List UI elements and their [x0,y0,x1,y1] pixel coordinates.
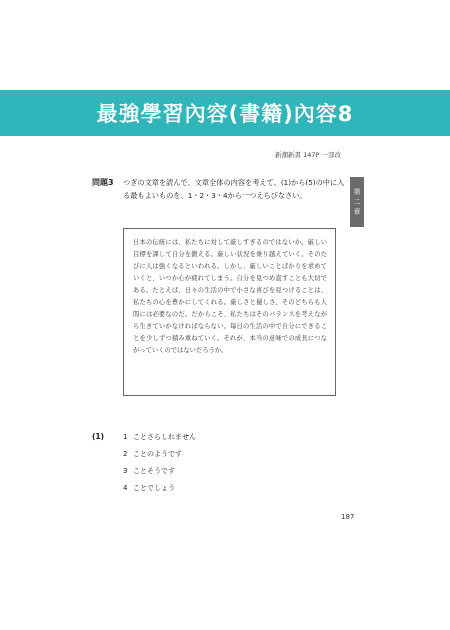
choice-text: ことのようです [133,450,182,458]
answer-blank-label: (1) [92,432,105,441]
choice-number: 1 [123,433,128,441]
choice-text: ことさらしれません [133,433,196,441]
choice-text: ことそうです [133,467,175,475]
choice-text: ことでしょう [133,484,175,492]
chapter-tab [350,177,364,227]
passage-text: 日本の伝統には、私たちに対して厳しすぎるのではないか。厳しい目標を課して自分を鍛える。厳しい状況を乗り越えていく。そのたびに人は強くなるといわれる。しかし、厳しいことばかりを求めていくと、いつか心が疲れてしまう。自分を見つめ直すことも大切である。たとえば、日々の生活の中で小さな喜びを見つけることは、私たちの心を豊かにしてくれる。厳しさと優しさ、そのどちらも人間には必要なのだ。だからこそ、私たちはそのバランスを考えながら生きていかなければならない。毎日の生活の中で自分にできることを少しずつ積み重ねていく。それが、本当の意味での成長につながっていくのではないだろうか。 [133,239,327,354]
passage-box [123,228,336,396]
choice-number: 4 [123,484,128,492]
answer-choice [123,429,196,446]
answer-choice [123,480,196,497]
answer-choices [123,429,196,497]
source-label: 新潮新書 147P 一部改 [275,151,341,159]
chapter-tab-char: 二 [353,198,361,206]
answer-choice [123,446,196,463]
book-page [92,150,346,540]
question-instructions: つぎの文章を読んで、文章全体の内容を考えて、(1)から(5)の中に入る最もよいものを、1・2・3・4から一つえらびなさい。 [123,178,345,200]
chapter-tab-char: 章 [353,208,361,216]
choice-number: 3 [123,467,128,475]
answer-choice [123,463,196,480]
chapter-tab-char: 第 [353,188,361,196]
title-banner [0,90,450,136]
question-label: 問題3 [92,178,114,187]
page-number: 187 [341,513,355,521]
choice-number: 2 [123,450,128,458]
page-title: 最強學習內容(書籍)內容8 [96,102,354,126]
